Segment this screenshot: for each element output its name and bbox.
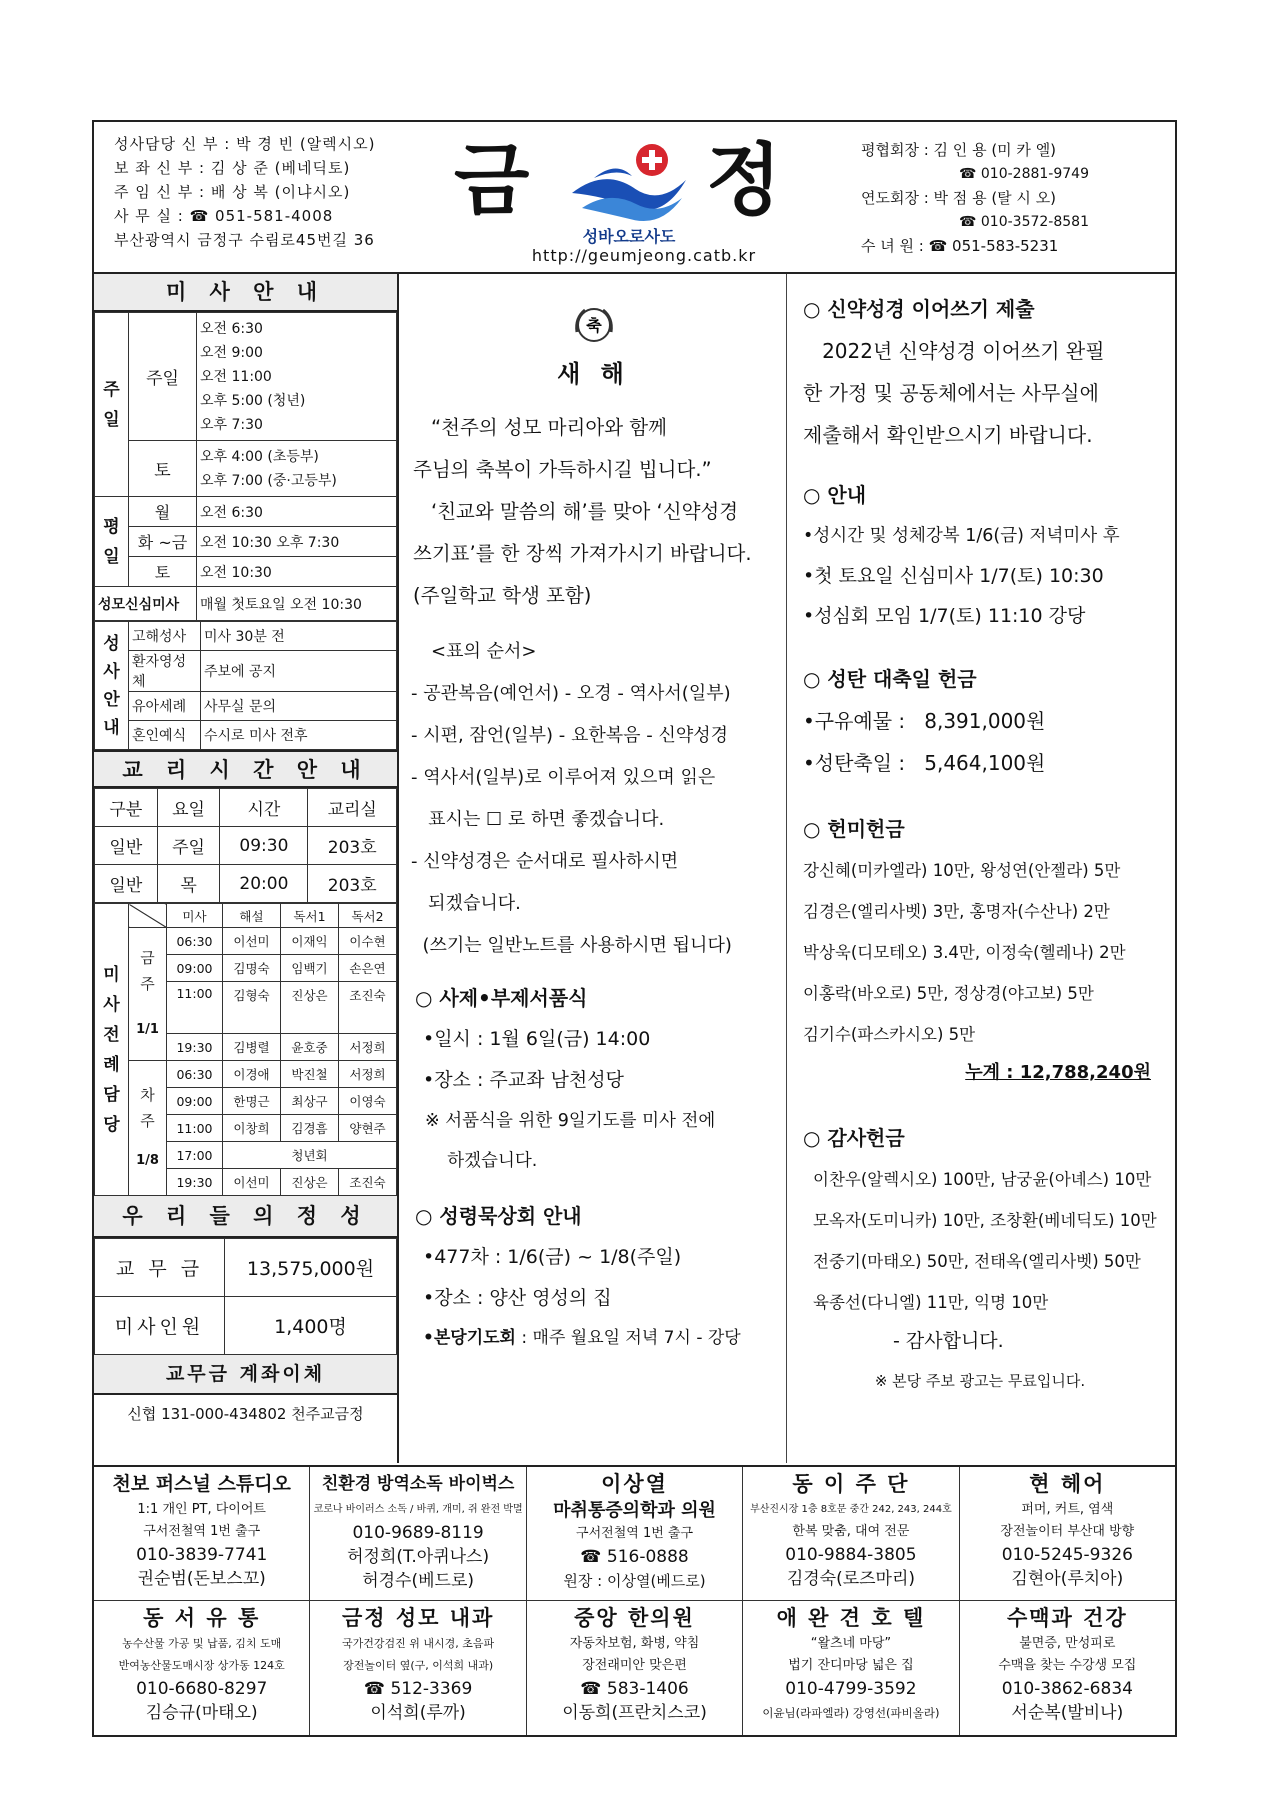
ad-owner: 이동희(프란치스코)	[562, 1703, 707, 1723]
ad-line: 법기 잔디마당 넓은 집	[788, 1658, 914, 1673]
table-cell: 청년회	[223, 1142, 397, 1169]
christmas-section	[787, 636, 1177, 784]
text-line: •장소 : 주교좌 남천성당	[423, 1069, 624, 1091]
ad-line: 반여농산물도매시장 상가동 124호	[118, 1659, 285, 1672]
sacrament-name: 고해성사	[129, 622, 201, 651]
devotion-label: 성모신심미사	[95, 587, 197, 621]
rice-section	[787, 784, 1177, 1091]
col-header: 독서1	[281, 904, 339, 928]
table-cell: 이영숙	[339, 1088, 397, 1115]
text-line: - 감사합니다.	[893, 1330, 1004, 1352]
rice-total: 누계 : 12,788,240원	[965, 1062, 1151, 1083]
text-line: ※ 서품식을 위한 9일기도를 미사 전에	[425, 1111, 716, 1131]
table-cell: 주일	[157, 827, 220, 865]
table-cell: 203호	[308, 827, 397, 865]
ad-line: 코로나 바이러스 소독 / 바퀴, 개미, 쥐 완전 박멸	[313, 1504, 523, 1515]
text-line: 한 가정 및 공동체에서는 사무실에	[803, 381, 1099, 405]
table-cell: 11:00	[167, 982, 223, 1034]
ad-name: 천보 퍼스널 스튜디오	[112, 1473, 291, 1495]
ad-box	[743, 1467, 959, 1601]
notice-section	[787, 456, 1177, 636]
sacrament-info: 주보에 공지	[201, 651, 397, 692]
ad-phone: 010-5245-9326	[1001, 1545, 1133, 1565]
table-cell: 이경애	[223, 1061, 281, 1088]
council-list	[861, 138, 1151, 258]
wreath-icon	[571, 302, 617, 348]
order-line: - 신약성경은 순서대로 필사하시면	[411, 851, 679, 872]
text-line: 이찬우(알렉시오) 100만, 남궁윤(아녜스) 10만	[813, 1170, 1152, 1189]
article-body	[401, 389, 786, 617]
text-line: •성심회 모임 1/7(토) 11:10 강당	[803, 605, 1086, 627]
ad-box	[743, 1601, 959, 1735]
text-line: •첫 토요일 신심미사 1/7(토) 10:30	[803, 565, 1104, 587]
ad-phone: ☎ 512-3369	[363, 1679, 473, 1699]
table-cell: 19:30	[167, 1169, 223, 1196]
table-cell: 09:00	[167, 1088, 223, 1115]
ad-line: 자동차보험, 화병, 약침	[569, 1636, 700, 1651]
ads-row	[94, 1601, 1175, 1735]
ad-owner: 원장 : 이상열(베드로)	[563, 1572, 706, 1590]
ad-line: “왈츠네 마당”	[810, 1636, 892, 1651]
ad-owner: 김승규(마태오)	[145, 1703, 258, 1723]
col-header: 시간	[220, 789, 308, 827]
table-cell: 이재익	[281, 928, 339, 955]
table-cell: 최상구	[281, 1088, 339, 1115]
parish-logo-icon	[564, 138, 694, 228]
order-line: 표시는 ☐ 로 하면 좋겠습니다.	[411, 809, 665, 830]
sincerity-table	[94, 1238, 397, 1355]
ad-line: 장전놀이터 부산대 방향	[1000, 1524, 1135, 1539]
order-line: 되겠습니다.	[411, 893, 521, 914]
bible-section	[787, 274, 1177, 456]
text-line: 2022년 신약성경 이어쓰기 완필	[803, 339, 1105, 363]
ministry-table	[94, 903, 397, 1196]
ad-name: 동 이 주 단	[792, 1472, 910, 1496]
ad-box	[310, 1601, 526, 1735]
thanks-section	[787, 1091, 1177, 1403]
diagonal-cell	[129, 904, 167, 928]
order-line: - 시편, 잠언(일부) - 요한복음 - 신약성경	[411, 725, 729, 746]
ad-phone: 010-9689-8119	[352, 1523, 484, 1543]
text-line: 하겠습니다.	[425, 1151, 538, 1171]
ad-name: 친환경 방역소독 바이벅스	[321, 1474, 515, 1494]
catechism-title: 교 리 시 간 안 내	[94, 750, 397, 788]
text-line: 쓰기표’를 한 장씩 가져가시기 바랍니다.	[413, 542, 752, 565]
sisters-line: 수 녀 원 : ☎ 051-583-5231	[861, 237, 1059, 255]
website-link[interactable]: http://geumjeong.catb.kr	[531, 246, 757, 265]
mass-table	[94, 312, 397, 621]
staff-list	[114, 132, 376, 252]
ad-line: 구서전철역 1번 출구	[576, 1526, 694, 1541]
ordination-section	[401, 967, 786, 1181]
sacrament-info: 수시로 미사 전후	[201, 721, 397, 750]
ad-box	[527, 1467, 743, 1601]
table-cell: 김명숙	[223, 955, 281, 982]
right-column	[786, 274, 1177, 1463]
weekday-time: 오전 10:30 오후 7:30	[197, 527, 397, 557]
ad-owner: 김경숙(로즈마리)	[786, 1569, 916, 1589]
section-heading: ○ 신약성경 이어쓰기 제출	[803, 297, 1035, 321]
ad-note: ※ 본당 주보 광고는 무료입니다.	[874, 1372, 1086, 1390]
ad-name: 이상열	[601, 1472, 668, 1496]
center-column	[401, 274, 786, 1463]
ad-line: 구서전철역 1번 출구	[143, 1524, 261, 1539]
ads-section	[94, 1465, 1175, 1737]
text-line: 이홍락(바오로) 5만, 정상경(야고보) 5만	[803, 984, 1094, 1003]
left-column	[94, 274, 399, 1463]
article-title: 새 해	[557, 360, 630, 388]
table-cell: 박진철	[281, 1061, 339, 1088]
table-cell: 이수현	[339, 928, 397, 955]
ad-owner: 이석희(루까)	[370, 1703, 466, 1723]
ad-phone: 010-9884-3805	[785, 1545, 917, 1565]
staff-line: 주 임 신 부 : 배 상 복 (이냐시오)	[114, 183, 351, 201]
text-line: (주일학교 학생 포함)	[413, 584, 592, 607]
col-header: 미사	[167, 904, 223, 928]
offering-value: 13,575,000원	[225, 1239, 397, 1297]
ad-owner: 김현아(루치아)	[1011, 1569, 1124, 1589]
table-cell: 일반	[95, 827, 158, 865]
ad-name: 금정 성모 내과	[341, 1606, 495, 1630]
transfer-title: 교무금 계좌이체	[94, 1355, 397, 1395]
col-header: 독서2	[339, 904, 397, 928]
header	[94, 122, 1175, 274]
text-line: •성탄축일 : 5,464,100원	[803, 751, 1046, 775]
ad-name: 수맥과 건강	[1006, 1606, 1128, 1630]
text-line: 전중기(마태오) 50만, 전태옥(엘리사벳) 50만	[813, 1252, 1141, 1271]
ad-name: 동 서 유 통	[143, 1606, 261, 1630]
col-header: 교리실	[308, 789, 397, 827]
sunday-label: 주일	[129, 313, 197, 441]
prayer-line	[415, 1319, 786, 1357]
sacrament-info: 사무실 문의	[201, 692, 397, 721]
council-line: 연도회장 : 박 점 용 (탈 시 오)	[861, 189, 1057, 207]
ad-box	[960, 1467, 1175, 1601]
ads-row	[94, 1467, 1175, 1601]
table-cell: 17:00	[167, 1142, 223, 1169]
col-header: 요일	[157, 789, 220, 827]
ad-line: 불면증, 만성피로	[1019, 1636, 1116, 1651]
ad-line: 퍼머, 커트, 염색	[1021, 1502, 1114, 1517]
council-phone: ☎ 010-3572-8581	[959, 214, 1089, 230]
offering-label: 교 무 금	[95, 1239, 225, 1297]
ad-line: 수맥을 찾는 수강생 모집	[998, 1658, 1137, 1673]
section-heading: ○ 헌미헌금	[803, 817, 905, 841]
table-cell: 김경흠	[281, 1115, 339, 1142]
table-cell: 11:00	[167, 1115, 223, 1142]
table-cell: 조진숙	[339, 982, 397, 1034]
sacrament-name: 환자영성체	[129, 651, 201, 692]
table-cell: 203호	[308, 865, 397, 903]
ad-owner: 이윤님(라파엘라) 강영선(파비올라)	[762, 1706, 940, 1720]
text-line: •장소 : 양산 영성의 집	[423, 1287, 612, 1309]
section-heading: ○ 성령묵상회 안내	[415, 1204, 582, 1228]
table-cell: 이창희	[223, 1115, 281, 1142]
devotion-time: 매월 첫토요일 오전 10:30	[197, 587, 397, 621]
table-cell: 김병렬	[223, 1034, 281, 1061]
weekday-time: 오전 10:30	[197, 557, 397, 587]
ad-phone: 010-6680-8297	[136, 1679, 268, 1699]
text-line: •성시간 및 성체강복 1/6(금) 저녁미사 후	[803, 526, 1120, 546]
ad-owner: 서순복(발비나)	[1011, 1703, 1124, 1723]
ad-line: 1:1 개인 PT, 다이어트	[137, 1502, 266, 1517]
section-heading: ○ 안내	[803, 483, 867, 507]
ad-owner: 허정희(T.아퀴나스)	[347, 1547, 490, 1567]
ad-name: 중앙 한의원	[574, 1606, 695, 1630]
council-phone: ☎ 010-2881-9749	[959, 166, 1089, 182]
ad-owner: 허경수(베드로)	[362, 1571, 474, 1591]
table-cell: 한명근	[223, 1088, 281, 1115]
table-cell: 06:30	[167, 928, 223, 955]
text-line: 강신혜(미카엘라) 10만, 왕성연(안젤라) 5만	[803, 861, 1121, 880]
week2-label: 차주 1/8	[129, 1061, 167, 1196]
sacrament-group: 성사안내	[95, 622, 129, 750]
weekday-day: 화 ~금	[129, 527, 197, 557]
text-line: ‘친교와 말씀의 해’를 맞아 ‘신약성경	[431, 500, 739, 523]
ad-box	[960, 1601, 1175, 1735]
sacrament-name: 혼인예식	[129, 721, 201, 750]
order-line: - 역사서(일부)로 이루어져 있으며 읽은	[411, 767, 716, 788]
text-line: 모옥자(도미니카) 10만, 조창환(베네딕도) 10만	[813, 1211, 1157, 1230]
col-header: 구분	[95, 789, 158, 827]
sacrament-table	[94, 621, 397, 750]
ad-line: 국가건강검진 위 내시경, 초음파	[342, 1637, 495, 1650]
bulletin-page	[92, 120, 1177, 1737]
title-right: 정	[706, 136, 782, 226]
ad-phone: 010-3862-6834	[1001, 1679, 1133, 1699]
table-cell: 19:30	[167, 1034, 223, 1061]
section-heading: ○ 감사헌금	[803, 1126, 905, 1150]
table-cell: 손은연	[339, 955, 397, 982]
ad-line: 한복 맞춤, 대여 전문	[792, 1524, 910, 1539]
logo-caption: 성바오로사도	[582, 227, 676, 246]
catechism-table	[94, 788, 397, 903]
ad-name: 애 완 견 호 텔	[776, 1606, 926, 1630]
text-line: 주님의 축복이 가득하시길 빕니다.”	[413, 458, 712, 481]
sincerity-title: 우 리 들 의 정 성	[94, 1196, 397, 1238]
text-line: 김기수(파스카시오) 5만	[803, 1025, 976, 1044]
text-line: 제출해서 확인받으시기 바랍니다.	[803, 423, 1093, 447]
table-cell: 임백기	[281, 955, 339, 982]
attendance-value: 1,400명	[225, 1297, 397, 1355]
prayer-label: •본당기도회	[423, 1328, 516, 1348]
ad-box	[310, 1467, 526, 1601]
mass-title: 미 사 안 내	[94, 274, 397, 312]
table-cell: 양현주	[339, 1115, 397, 1142]
ad-box	[94, 1467, 310, 1601]
ad-subname: 마취통증의학과 의원	[553, 1500, 716, 1521]
ad-phone: 010-4799-3592	[785, 1679, 917, 1699]
table-cell: 김형숙	[223, 982, 281, 1034]
weekday-time: 오전 6:30	[197, 497, 397, 527]
order-list	[401, 617, 786, 967]
text-line: “천주의 성모 마리아와 함께	[431, 416, 667, 439]
order-line: - 공관복음(예언서) - 오경 - 역사서(일부)	[411, 683, 731, 704]
ad-name: 현 헤어	[1029, 1472, 1106, 1496]
week1-label: 금주 1/1	[129, 928, 167, 1061]
sacrament-info: 미사 30분 전	[201, 622, 397, 651]
weekday-group: 평일	[95, 497, 129, 587]
table-cell: 진상은	[281, 982, 339, 1034]
table-cell: 윤호중	[281, 1034, 339, 1061]
ad-phone: ☎ 583-1406	[580, 1679, 689, 1699]
section-heading: ○ 사제•부제서품식	[415, 986, 588, 1010]
text-line: 김경은(엘리사벳) 3만, 홍명자(수산나) 2만	[803, 902, 1110, 921]
ad-line: 장전놀이터 옆(구, 이석희 내과)	[343, 1659, 494, 1672]
prayer-text: : 매주 월요일 저녁 7시 - 강당	[515, 1328, 741, 1348]
ministry-group: 미사전례담당	[95, 904, 129, 1196]
order-line: (쓰기는 일반노트를 사용하시면 됩니다)	[411, 935, 732, 956]
weekday-day: 월	[129, 497, 197, 527]
staff-line: 성사담당 신 부 : 박 경 빈 (알렉시오)	[114, 135, 376, 153]
ad-box	[94, 1601, 310, 1735]
table-cell: 진상은	[281, 1169, 339, 1196]
sacrament-name: 유아세례	[129, 692, 201, 721]
table-cell: 조진숙	[339, 1169, 397, 1196]
new-year-badge	[401, 302, 786, 352]
text-line: 박상욱(디모테오) 3.4만, 이정숙(헬레나) 2만	[803, 943, 1126, 962]
badge-text: 축	[585, 316, 602, 335]
table-cell: 목	[157, 865, 220, 903]
table-cell: 09:30	[220, 827, 308, 865]
retreat-section	[401, 1181, 786, 1357]
council-line: 평협회장 : 김 인 용 (미 카 엘)	[861, 141, 1057, 159]
order-title: <표의 순서>	[431, 641, 537, 662]
text-line: •477차 : 1/6(금) ~ 1/8(주일)	[423, 1246, 682, 1268]
saturday-label: 토	[129, 441, 197, 497]
attendance-label: 미사인원	[95, 1297, 225, 1355]
saturday-times: 오후 4:00 (초등부) 오후 7:00 (중·고등부)	[197, 441, 397, 497]
text-line: •일시 : 1월 6일(금) 14:00	[423, 1028, 651, 1050]
sunday-group: 주일	[95, 313, 129, 497]
ad-line: 부산진시장 1층 8호문 중간 242, 243, 244호	[750, 1504, 952, 1515]
sunday-times: 오전 6:30 오전 9:00 오전 11:00 오후 5:00 (청년) 오후 7:30	[197, 313, 397, 441]
staff-line: 보 좌 신 부 : 김 상 준 (베네딕토)	[114, 159, 351, 177]
table-cell: 이선미	[223, 928, 281, 955]
ad-line: 장전래미안 맞은편	[582, 1658, 687, 1673]
table-cell: 20:00	[220, 865, 308, 903]
table-cell: 06:30	[167, 1061, 223, 1088]
ad-phone: ☎ 516-0888	[580, 1547, 689, 1567]
table-cell: 서정희	[339, 1034, 397, 1061]
ad-box	[527, 1601, 743, 1735]
table-cell: 이선미	[223, 1169, 281, 1196]
table-cell: 09:00	[167, 955, 223, 982]
col-header: 해설	[223, 904, 281, 928]
text-line: 육종선(다니엘) 11만, 익명 10만	[813, 1293, 1049, 1312]
title-left: 금	[454, 136, 530, 226]
weekday-day: 토	[129, 557, 197, 587]
table-cell: 서정희	[339, 1061, 397, 1088]
ad-line: 농수산물 가공 및 납품, 김치 도매	[122, 1637, 282, 1650]
ad-owner: 권순범(돈보스꼬)	[137, 1569, 266, 1589]
text-line: •구유예물 : 8,391,000원	[803, 709, 1046, 733]
transfer-account: 신협 131-000-434802 천주교금정	[127, 1405, 364, 1423]
staff-line: 사 무 실 : ☎ 051-581-4008	[114, 207, 334, 225]
table-cell: 일반	[95, 865, 158, 903]
section-heading: ○ 성탄 대축일 헌금	[803, 667, 977, 691]
ad-phone: 010-3839-7741	[136, 1545, 268, 1565]
staff-line: 부산광역시 금정구 수림로45번길 36	[114, 231, 375, 249]
